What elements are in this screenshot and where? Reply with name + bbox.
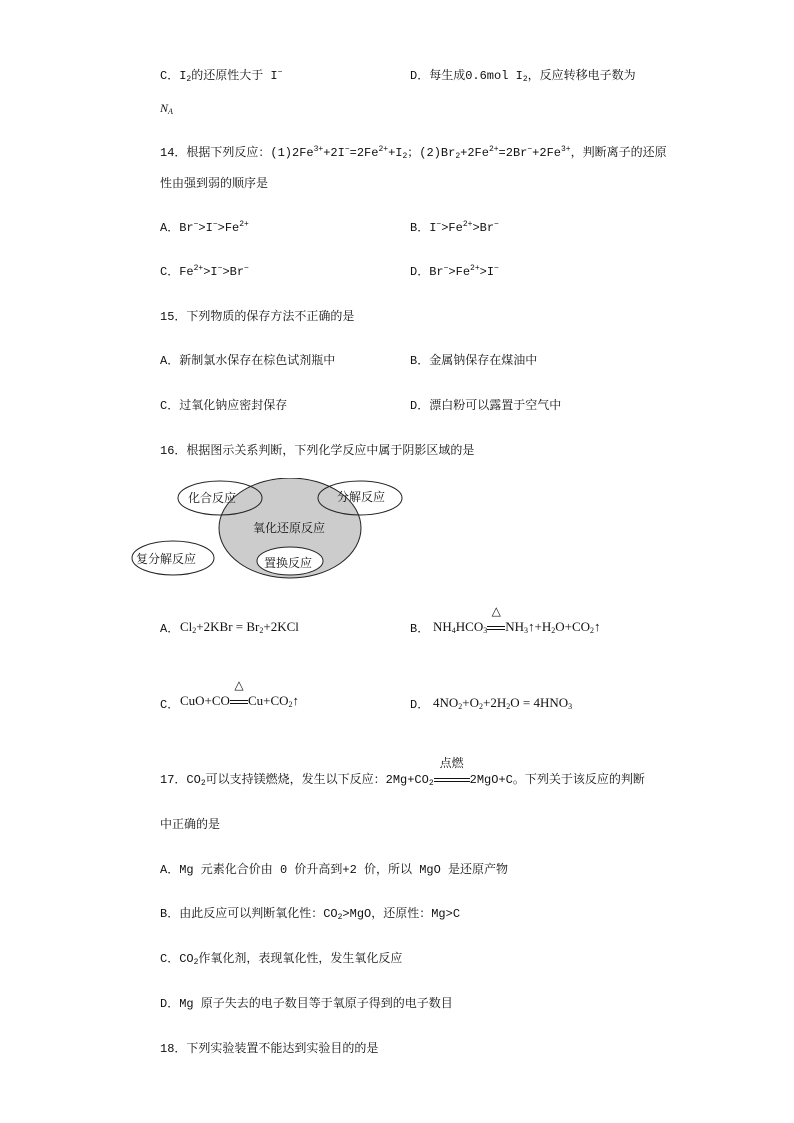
venn-label-redox: 氧化还原反应 xyxy=(253,521,326,535)
venn-label-displacement: 置换反应 xyxy=(264,556,313,570)
q16-option-a-equation: $Cl_2+2KBr = Br_2+2KCl$ xyxy=(180,619,299,635)
q16-option-c-label: C． xyxy=(160,698,180,712)
q18-stem: 18．下列实验装置不能达到实验目的的是 xyxy=(160,1042,379,1056)
q16-option-a-label: A． xyxy=(160,622,180,636)
q17-option-c: C．$CO_2$作氧化剂，表现氧化性，发生氧化反应 xyxy=(160,952,403,967)
q17-stem-line1: 17．$CO_2$可以支持镁燃烧，发生以下反应：$2Mg+CO_2$ 点燃 2MgO+C。下列关于该反应的判断 xyxy=(160,757,645,788)
venn-label-combination: 化合反应 xyxy=(188,491,237,505)
q17-option-b: B．由此反应可以判断氧化性：$CO_2>MgO$，还原性：Mg>C xyxy=(160,907,461,922)
venn-diagram xyxy=(130,478,420,588)
q13-option-c: C．$I_2$的还原性大于 I− xyxy=(160,68,283,84)
q13-option-d: D．每生成0.6mol $I_2$，反应转移电子数为 xyxy=(410,69,636,84)
venn-label-double-displacement: 复分解反应 xyxy=(136,552,197,566)
q14-stem-line1: 14．根据下列反应：$(1)2Fe^{3+}+2I^-=2Fe^{2+}+I_2$；$(2)Br_2+2Fe^{2+}=2Br^-+2Fe^{3+}$，判断离子的还原 xyxy=(160,145,667,161)
q14-option-c: C．$Fe^{2+}>I^->Br^-$ xyxy=(160,264,249,279)
q15-option-d: D．漂白粉可以露置于空气中 xyxy=(410,399,562,413)
q15-stem: 15．下列物质的保存方法不正确的是 xyxy=(160,310,355,324)
q15-option-a: A．新制氯水保存在棕色试剂瓶中 xyxy=(160,354,336,368)
q14-option-b: B．$I^->Fe^{2+}>Br^-$ xyxy=(410,220,499,235)
q16-option-b-label: B． xyxy=(410,622,430,636)
q16-option-d-label: D． xyxy=(410,698,430,712)
q16-option-d-equation: $4NO_2+O_2+2H_2O = 4HNO_3$ xyxy=(433,695,573,711)
q15-option-c: C．过氧化钠应密封保存 xyxy=(160,399,288,413)
q16-option-b-equation: $NH_4HCO_3$ △ $NH_3↑+H_2O+CO_2↑$ xyxy=(433,604,601,635)
q16-stem: 16．根据图示关系判断，下列化学反应中属于阴影区域的是 xyxy=(160,444,475,458)
q15-option-b: B．金属钠保存在煤油中 xyxy=(410,354,538,368)
venn-label-decomposition: 分解反应 xyxy=(337,490,386,504)
q17-stem-line2: 中正确的是 xyxy=(160,818,221,832)
ignite-condition: 点燃 xyxy=(434,772,470,788)
q14-option-a: A．$Br^->I^->Fe^{2+}$ xyxy=(160,220,249,235)
q14-stem-line2: 性由强到弱的顺序是 xyxy=(160,177,269,191)
q16-option-c-equation: CuO+CO △ $Cu+CO_2↑$ xyxy=(180,678,300,709)
heat-condition: △ xyxy=(487,619,505,635)
q17-option-d: D．Mg 原子失去的电子数目等于氧原子得到的电子数目 xyxy=(160,997,453,1011)
q14-option-d: D．$Br^->Fe^{2+}>I^-$ xyxy=(410,264,499,279)
q13-option-d-na: $N_A$ xyxy=(160,101,173,116)
q17-option-a: A．Mg 元素化合价由 0 价升高到+2 价，所以 MgO 是还原产物 xyxy=(160,863,509,877)
heat-condition: △ xyxy=(230,693,248,709)
